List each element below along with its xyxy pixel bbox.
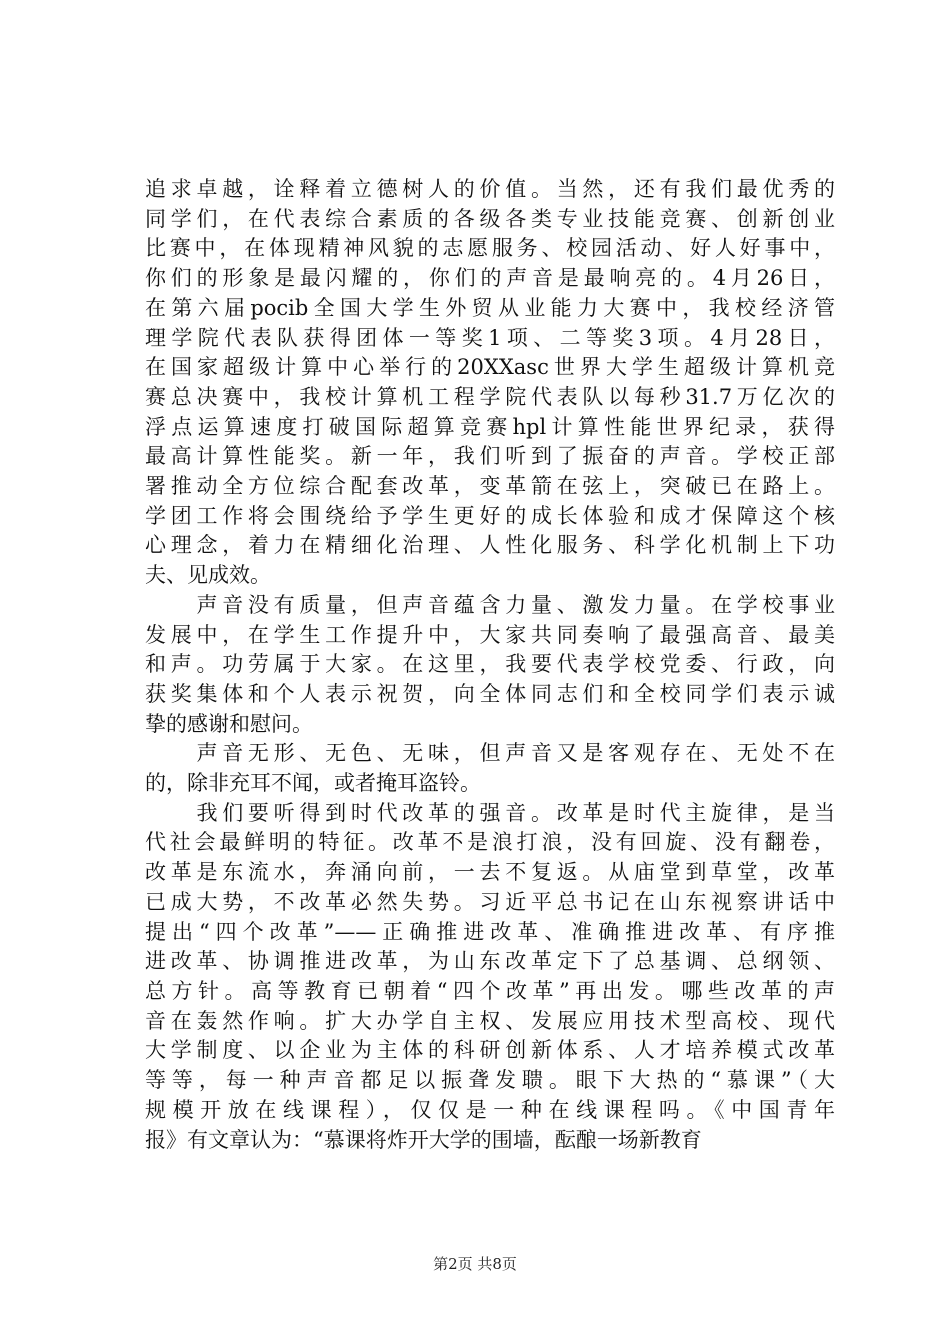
text-line: 心理念，着力在精细化治理、人性化服务、科学化机制上下功 xyxy=(145,533,835,558)
text-line: 我们要听得到时代改革的强音。改革是时代主旋律，是当 xyxy=(145,800,835,825)
paragraph xyxy=(145,799,835,1155)
text-line: 在第六届pocib全国大学生外贸从业能力大赛中，我校经济管 xyxy=(145,295,835,320)
text-line: 声音无形、无色、无味，但声音又是客观存在、无处不在 xyxy=(145,741,835,766)
text-line: 追求卓越，诠释着立德树人的价值。当然，还有我们最优秀的 xyxy=(145,177,835,201)
text-line: 你们的形象是最闪耀的，你们的声音是最响亮的。4月26日， xyxy=(145,266,835,291)
text-line: 总方针。高等教育已朝着“四个改革”再出发。哪些改革的声 xyxy=(145,978,835,1003)
text-line: 浮点运算速度打破国际超算竞赛hpl计算性能世界纪录，获得 xyxy=(145,414,835,439)
text-line: 规模开放在线课程），仅仅是一种在线课程吗。《中国青年 xyxy=(145,1097,835,1122)
text-line: 发展中，在学生工作提升中，大家共同奏响了最强高音、最美 xyxy=(145,622,835,647)
text-line: 进改革、协调推进改革，为山东改革定下了总基调、总纲领、 xyxy=(145,949,835,974)
text-line: 代社会最鲜明的特征。改革不是浪打浪，没有回旋、没有翻卷， xyxy=(145,830,835,855)
text-line: 同学们，在代表综合素质的各级各类专业技能竞赛、创新创业 xyxy=(145,206,835,231)
text-line: 等等，每一种声音都足以振聋发聩。眼下大热的“慕课”（大 xyxy=(145,1068,835,1093)
paragraph xyxy=(145,739,835,798)
text-line: 声音没有质量，但声音蕴含力量、激发力量。在学校事业 xyxy=(145,592,835,617)
text-line: 学团工作将会围绕给予学生更好的成长体验和成才保障这个核 xyxy=(145,503,835,528)
text-line: 理学院代表队获得团体一等奖1项、二等奖3项。4月28日， xyxy=(145,325,835,350)
text-line: 大学制度、以企业为主体的科研创新体系、人才培养模式改革 xyxy=(145,1038,835,1063)
text-line: 报》有文章认为：“慕课将炸开大学的围墙，酝酿一场新教育 xyxy=(145,1127,702,1152)
text-line: 改革是东流水，奔涌向前，一去不复返。从庙堂到草堂，改革 xyxy=(145,860,835,885)
text-line: 夫、见成效。 xyxy=(145,563,271,588)
text-line: 音在轰然作响。扩大办学自主权、发展应用技术型高校、现代 xyxy=(145,1008,835,1033)
text-line: 提出“四个改革”——正确推进改革、准确推进改革、有序推 xyxy=(145,919,835,944)
text-line: 挚的感谢和慰问。 xyxy=(145,711,313,736)
document-body xyxy=(145,175,835,1155)
text-line: 获奖集体和个人表示祝贺，向全体同志们和全校同学们表示诚 xyxy=(145,681,835,706)
paragraph xyxy=(145,591,835,740)
text-line: 和声。功劳属于大家。在这里，我要代表学校党委、行政，向 xyxy=(145,652,835,677)
text-line: 最高计算性能奖。新一年，我们听到了振奋的声音。学校正部 xyxy=(145,444,835,469)
text-line: 已成大势，不改革必然失势。习近平总书记在山东视察讲话中 xyxy=(145,889,835,914)
text-line: 署推动全方位综合配套改革，变革箭在弦上，突破已在路上。 xyxy=(145,474,835,499)
text-line: 赛总决赛中，我校计算机工程学院代表队以每秒31.7万亿次的 xyxy=(145,384,835,409)
text-line: 在国家超级计算中心举行的20XXasc世界大学生超级计算机竞 xyxy=(145,355,835,380)
text-line: 的，除非充耳不闻，或者掩耳盗铃。 xyxy=(145,771,481,796)
text-line: 比赛中，在体现精神风貌的志愿服务、校园活动、好人好事中， xyxy=(145,236,835,261)
paragraph xyxy=(145,175,835,591)
page-footer: 第2页 共8页 xyxy=(433,1255,517,1273)
